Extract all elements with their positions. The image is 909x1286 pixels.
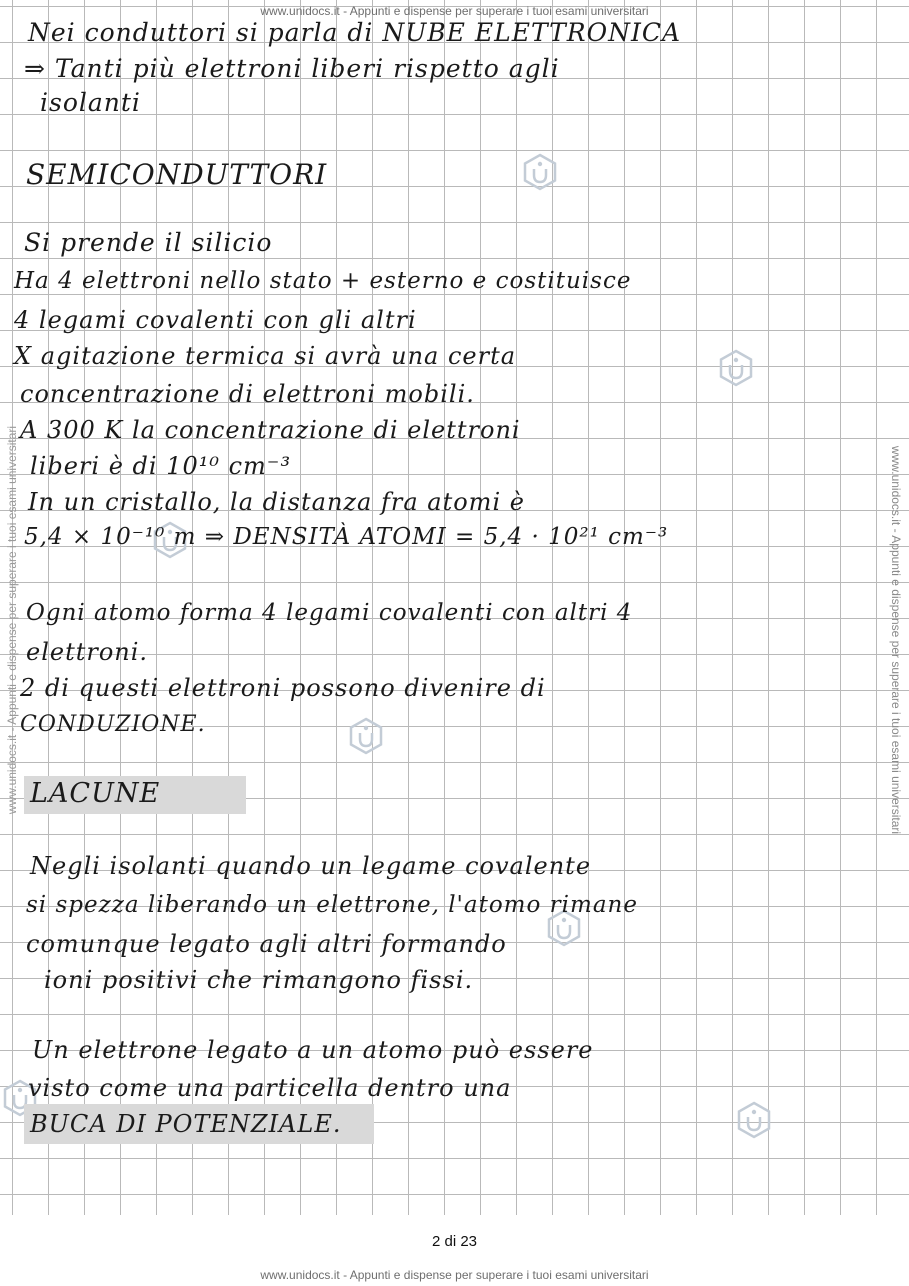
- note-line: A 300 K la concentrazione di elettroni: [20, 416, 521, 444]
- unidocs-logo-icon: [520, 152, 560, 192]
- watermark-bottom[interactable]: www.unidocs.it - Appunti e dispense per superare i tuoi esami universitari: [260, 1268, 649, 1282]
- note-line: Ha 4 elettroni nello stato + esterno e costituisce: [14, 268, 632, 294]
- note-line: 2 di questi elettroni possono divenire di: [20, 674, 546, 702]
- note-line-buca: BUCA DI POTENZIALE.: [30, 1110, 342, 1138]
- note-line: CONDUZIONE.: [20, 712, 206, 737]
- watermark-side-right: www.unidocs.it - Appunti e dispense per superare i tuoi esami universitari: [889, 445, 903, 835]
- watermark-side-left: www.unidocs.it - Appunti e dispense per superare i tuoi esami universitari: [5, 425, 19, 815]
- note-line: si spezza liberando un elettrone, l'atomo rimane: [26, 892, 638, 918]
- page-number: 2 di 23: [431, 1233, 478, 1250]
- note-line: isolanti: [40, 88, 141, 117]
- section-heading-lacune: LACUNE: [30, 778, 161, 809]
- note-line: concentrazione di elettroni mobili.: [20, 380, 475, 408]
- note-line: ioni positivi che rimangono fissi.: [44, 966, 474, 994]
- note-line: In un cristallo, la distanza fra atomi è: [28, 488, 525, 516]
- note-line: 5,4 × 10⁻¹⁰ m ⇒ DENSITÀ ATOMI = 5,4 · 10²¹ cm⁻³: [24, 524, 669, 550]
- note-line: elettroni.: [26, 638, 149, 666]
- note-line: 4 legami covalenti con gli altri: [14, 306, 417, 334]
- watermark-top[interactable]: www.unidocs.it - Appunti e dispense per superare i tuoi esami universitari: [260, 4, 649, 18]
- note-line: ⇒ Tanti più elettroni liberi rispetto agli: [24, 54, 560, 83]
- note-line: comunque legato agli altri formando: [26, 930, 507, 958]
- unidocs-logo-icon: [716, 348, 756, 388]
- note-line: Un elettrone legato a un atomo può essere: [32, 1036, 594, 1064]
- note-line: visto come una particella dentro una: [28, 1074, 512, 1102]
- unidocs-logo-icon: [346, 716, 386, 756]
- unidocs-logo-icon: [734, 1100, 774, 1140]
- note-line: Nei conduttori si parla di NUBE ELETTRONICA: [28, 18, 682, 47]
- note-line: liberi è di 10¹⁰ cm⁻³: [30, 452, 292, 480]
- note-line: Ogni atomo forma 4 legami covalenti con altri 4: [26, 600, 633, 626]
- note-line: Negli isolanti quando un legame covalente: [30, 852, 592, 880]
- note-line: X agitazione termica si avrà una certa: [14, 342, 517, 370]
- section-heading: SEMICONDUTTORI: [26, 158, 328, 191]
- note-line: Si prende il silicio: [24, 228, 273, 257]
